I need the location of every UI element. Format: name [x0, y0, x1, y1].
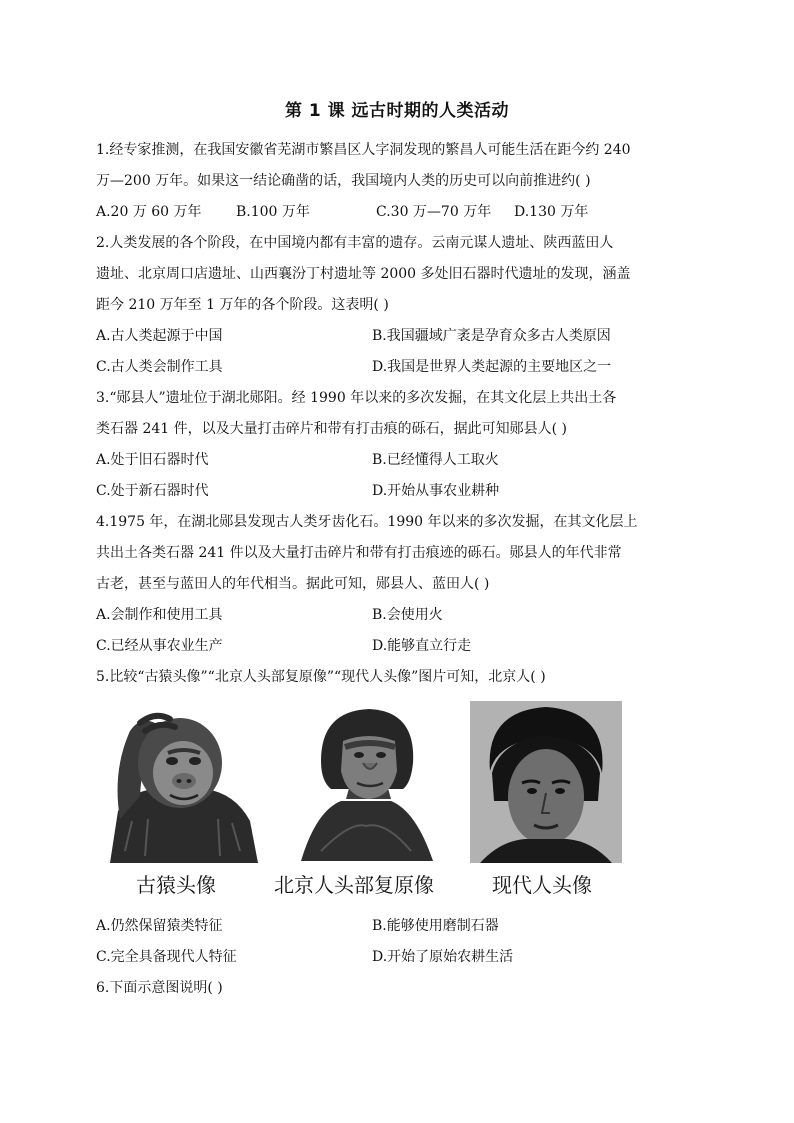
option-a: A.20 万 60 万年 [96, 204, 202, 220]
option-a: A.仍然保留猿类特征 [96, 918, 223, 934]
option-d: D.能够直立行走 [372, 638, 472, 654]
question-5 [96, 662, 700, 973]
question-1 [96, 135, 700, 228]
option-a: A.会制作和使用工具 [96, 607, 223, 623]
question-2 [96, 228, 700, 383]
page-title: 第 1 课 远古时期的人类活动 [284, 101, 510, 121]
option-d: D.130 万年 [514, 204, 589, 220]
answer-options [96, 445, 700, 476]
caption-modern-human: 现代人头像 [492, 873, 592, 897]
answer-options [96, 942, 700, 973]
answer-options [96, 631, 700, 662]
answer-options [96, 600, 700, 631]
caption-peking-man: 北京人头部复原像 [274, 873, 434, 897]
question-stem: 4.1975 年，在湖北郧县发现古人类牙齿化石。1990 年以来的多次发掘，在其文化层上 [96, 514, 638, 530]
question-stem: 6.下面示意图说明( ) [96, 980, 223, 996]
question-3 [96, 383, 700, 507]
answer-options [96, 321, 700, 352]
option-a: A.处于旧石器时代 [96, 452, 209, 468]
option-a: A.古人类起源于中国 [96, 328, 223, 344]
option-d: D.开始了原始农耕生活 [372, 949, 514, 965]
question-stem: 3.“郧县人”遗址位于湖北郧阳。经 1990 年以来的多次发掘，在其文化层上共出土各 [96, 390, 617, 406]
question-list [96, 135, 700, 1004]
caption-ape-head: 古猿头像 [136, 873, 216, 897]
question-4 [96, 507, 700, 662]
question-stem: 1.经专家推测，在我国安徽省芜湖市繁昌区人字洞发现的繁昌人可能生活在距今约 240 [96, 142, 631, 158]
option-c: C.处于新石器时代 [96, 483, 209, 499]
question-stem: 万—200 万年。如果这一结论确凿的话，我国境内人类的历史可以向前推进约( ) [96, 173, 591, 189]
option-c: C.古人类会制作工具 [96, 359, 223, 375]
option-d: D.开始从事农业耕种 [372, 483, 500, 499]
option-b: B.我国疆域广袤是孕育众多古人类原因 [372, 328, 611, 344]
modern-human-head-image [470, 701, 622, 863]
answer-options [96, 197, 700, 228]
option-c: C.已经从事农业生产 [96, 638, 223, 654]
answer-options [96, 476, 700, 507]
question-stem: 距今 210 万年至 1 万年的各个阶段。这表明( ) [96, 297, 389, 313]
question-stem: 类石器 241 件，以及大量打击碎片和带有打击痕的砾石，据此可知郧县人( ) [96, 421, 567, 437]
option-b: B.已经懂得人工取火 [372, 452, 499, 468]
question-stem: 2.人类发展的各个阶段，在中国境内都有丰富的遗存。云南元谋人遗址、陕西蓝田人 [96, 235, 614, 251]
peking-man-bust-image [291, 701, 441, 865]
option-c: C.完全具备现代人特征 [96, 949, 237, 965]
head-comparison-figure [96, 701, 700, 907]
option-b: B.能够使用磨制石器 [372, 918, 499, 934]
answer-options [96, 911, 700, 942]
question-6 [96, 973, 700, 1004]
option-b: B.会使用火 [372, 607, 443, 623]
answer-options [96, 352, 700, 383]
option-c: C.30 万—70 万年 [376, 204, 492, 220]
question-stem: 共出土各类石器 241 件以及大量打击碎片和带有打击痕迹的砾石。郧县人的年代非常 [96, 545, 622, 561]
question-stem: 5.比较“古猿头像”“北京人头部复原像”“现代人头像”图片可知，北京人( ) [96, 669, 546, 685]
option-b: B.100 万年 [236, 204, 310, 220]
question-stem: 遗址、北京周口店遗址、山西襄汾丁村遗址等 2000 多处旧石器时代遗址的发现，涵盖 [96, 266, 631, 282]
question-stem: 古老，甚至与蓝田人的年代相当。据此可知，郧县人、蓝田人( ) [96, 576, 490, 592]
ape-head-image [100, 701, 260, 863]
option-d: D.我国是世界人类起源的主要地区之一 [372, 359, 612, 375]
